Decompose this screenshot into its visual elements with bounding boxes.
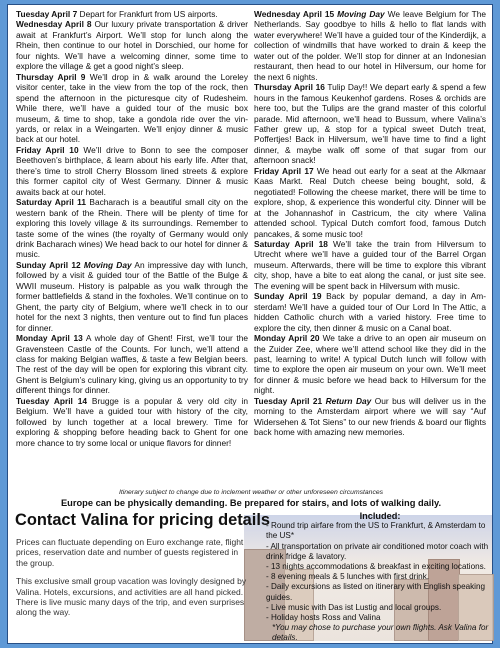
entry-text: Depart for Frankfurt from US airports. — [79, 9, 218, 19]
contact-details — [16, 537, 248, 626]
pricing-paragraph: Prices can fluctuate depending on Euro exchange rate, flight prices, reservation date and number of guests registered in the group. — [16, 537, 244, 568]
entry-text: Bacharach is a beautiful small city on the western bank of the Rhein. There will be plenty of time for exploring this lovely village & its surroundings. Remember to taste some of the wines (the royalty of Germany would only drink Bacharach wines) We head back to our hotel for dinner & music. — [16, 197, 248, 260]
included-box — [266, 511, 494, 644]
itinerary-entry — [16, 260, 248, 333]
itinerary-entry — [254, 239, 486, 291]
entry-day: Tuesday April 21 — [254, 395, 323, 406]
itinerary-entry — [254, 82, 486, 166]
entry-day: Sunday April 12 — [16, 259, 81, 270]
entry-text: Our luxury private transportation & driver await at Frankfurt’s Airport. We’ll stop for lunch along the Rhein, then continue to our hotel in Dorschied, our home for four nights. We’ll have a welcoming dinner, some time to explore the village & get a good night’s sleep. — [16, 19, 248, 72]
itinerary-entry — [254, 291, 486, 333]
included-item: - 13 nights accommodations & breakfast in exciting locations. — [266, 562, 486, 572]
itinerary-left-column — [16, 9, 248, 489]
bottom-section — [8, 511, 494, 643]
itinerary-disclaimer: Itinerary subject to change due to inclement weather or other unforeseen circumstances — [118, 489, 384, 496]
itinerary-entry — [254, 333, 486, 396]
entry-text: We head out early for a seat at the Alkmaar Kaas Markt. Real Dutch cheese being bought, sold, & negotiated! Following the cheese market, there will be time to explore, shop, & experience this wonderful city. Dinner will be at the Johannashof in Castricum, the city where Valina attended school. Typical Dutch comfort food, famous Dutch pancakes, & some music too! — [254, 165, 486, 239]
entry-text: Brugge is a popular & very old city in Belgium. We’ll have a guided tour with history of the city, followed by lunch together at a local brewery. Time for exploring & shopping before heading back to Ghent for one more chance to try some local or unique flavors for dinner! — [16, 395, 248, 448]
entry-text: An impressive day with lunch, followed by a visit & guided tour of the Battle of the Bulge & WWII museum. History is palpable as you walk through the former battlefields & stand in the foxholes. We’ll continue on to Ghent, the party city of Belgium, where we’ll check in to our hotel for the next 3 nights, then venture out to find fun places for dinner. — [16, 259, 248, 333]
physical-warning: Europe can be physically demanding. Be prepared for stairs, and lots of walking daily. — [60, 498, 442, 508]
entry-tag: Moving Day — [83, 259, 132, 270]
included-item: - Daily excursions as listed on itinerary with English speaking guides. — [266, 582, 486, 602]
itinerary-entry — [254, 9, 486, 82]
included-list — [266, 521, 494, 623]
itinerary-entry — [16, 333, 248, 396]
entry-day: Wednesday April 8 — [16, 19, 92, 30]
itinerary-right-column — [254, 9, 486, 489]
flights-note: *You may chose to purchase your own flights. Ask Valina for details. — [272, 623, 489, 643]
itinerary-entry — [16, 197, 248, 260]
itinerary-entry — [16, 9, 248, 19]
included-item: - Holiday hosts Ross and Valina — [266, 613, 381, 623]
entry-tag: Moving Day — [337, 9, 385, 19]
notice — [8, 488, 494, 509]
contact-title: Contact Valina for pricing details — [15, 511, 271, 529]
entry-day: Friday April 17 — [254, 165, 314, 176]
entry-text: We take a drive to an open air museum on the Zuider Zee, where we’ll attend school like they did in the past, learning to write! A typical Dutch lunch will follow with time to explore the open air museum on your own. We’ll meet for dinner & music before we head back to Hilversum for the night. — [254, 333, 486, 396]
entry-text: Tulip Day!! We depart early & spend a few hours in the famous Keukenhof gardens. Roses & orchids are here too, but the Tulips are the grand master of this colorful parade. Mid afternoon, we’ll head to Bussum, where Valina’s Father grew up, & stop for a typical sweet Dutch treat, Poffertjes! Back in Hilversum, we’ll have time to find a light dinner, & maybe walk off some of that sugar from our afternoon snack! — [254, 82, 487, 166]
entry-day: Saturday April 18 — [254, 238, 328, 249]
included-item: - All transportation on private air conditioned motor coach with drink fridge & lavatory. — [266, 541, 489, 561]
itinerary — [16, 9, 486, 489]
entry-day: Tuesday April 14 — [16, 395, 88, 406]
entry-day: Monday April 13 — [16, 333, 83, 344]
itinerary-entry — [254, 166, 486, 239]
entry-day: Monday April 20 — [254, 333, 320, 344]
brochure-page — [7, 4, 493, 644]
itinerary-entry — [16, 396, 248, 448]
entry-day: Wednesday April 15 — [254, 9, 335, 19]
itinerary-entry — [16, 145, 248, 197]
entry-text: We’ll take the train from Hilversum to Utrecht where we’ll have a guided tour of the Barrel Organ museum. Afterwards, there will be time to explore this vibrant city, shop, have a bite to eat along the canal, or just site see. The evening will be spent back in Hilversum with music. — [254, 238, 486, 291]
entry-day: Saturday April 11 — [16, 197, 86, 208]
entry-day: Sunday April 19 — [254, 291, 322, 302]
itinerary-entry — [254, 396, 486, 438]
itinerary-entry — [16, 72, 248, 145]
description-paragraph: This exclusive small group vacation was lovingly designed by Valina. Hotels, excursions, and activities are all hand picked. There is live music many days of the trip, and even surprises along the way. — [16, 576, 247, 618]
entry-text: Our bus will deliver us in the morning to the Amsterdam airport where we will say “Auf Widersehen & Tot Siens” to our new friends & board our flights back home with amazing new memories. — [254, 395, 486, 438]
entry-day: Thursday April 9 — [16, 71, 86, 82]
entry-text: A whole day of Ghent! First, we’ll tour the Gravensteen Castle of the Counts. For lunch, we’ll attend a class for making Belgian waffles, & taste a few Belgian beers. The rest of the day will be open for exploring this vibrant city. Ghent is Belgium’s culinary king, giving us an opportunity to try different things for dinner. — [16, 333, 249, 396]
included-title: Included: — [359, 511, 401, 521]
entry-text: We’ll drop in & walk around the Loreley visitor center, take in the view from the top of the rock, then spend the afternoon in the picturesque city of Rudesheim. While there, we’ll have a guided tour of the music box museum, & time to shop, take a gondola ride over the vin-yards, or relax in a Weingarten. We’ll enjoy dinner & music back at our hotel. — [16, 71, 248, 145]
entry-text: Back by popular demand, a day in Am-sterdam! We’ll have a guided tour of Our Lord In The Attic, a hidden Catholic church with a varied history. Free time to explore the city, then dinner & music on a Canal boat. — [254, 291, 486, 333]
included-item: - Live music with Das ist Lustig and local groups. — [266, 602, 442, 612]
entry-day: Friday April 10 — [16, 144, 79, 155]
included-item: - Round trip airfare from the US to Frankfurt, & Amsterdam to the US* — [266, 521, 486, 541]
entry-text: We leave Belgium for The Netherlands. Say goodbye to hills & hello to flat lands with water everywhere! We’ll have a guided tour of the Kinderdijk, a collection of windmills that have worked to drain & keep the water out of the polder. We’ll stop for dinner at an Indonesian restaurant, then head to our hotel in Hilversum, our home for the next 6 nights. — [254, 9, 486, 82]
entry-day: Tuesday April 7 — [16, 9, 78, 19]
entry-text: We’ll drive to Bonn to see the composer Beethoven’s birthplace, & learn about his early life. After that, there’s time to stroll Cherry Blossom lined streets & explore this former capitol city of West Germany. Dinner & music awaits back at our hotel. — [16, 144, 248, 197]
entry-tag: Return Day — [325, 395, 372, 406]
entry-day: Thursday April 16 — [254, 82, 325, 93]
included-item: - 8 evening meals & 5 lunches with first drink. — [266, 572, 430, 582]
itinerary-entry — [16, 19, 248, 71]
